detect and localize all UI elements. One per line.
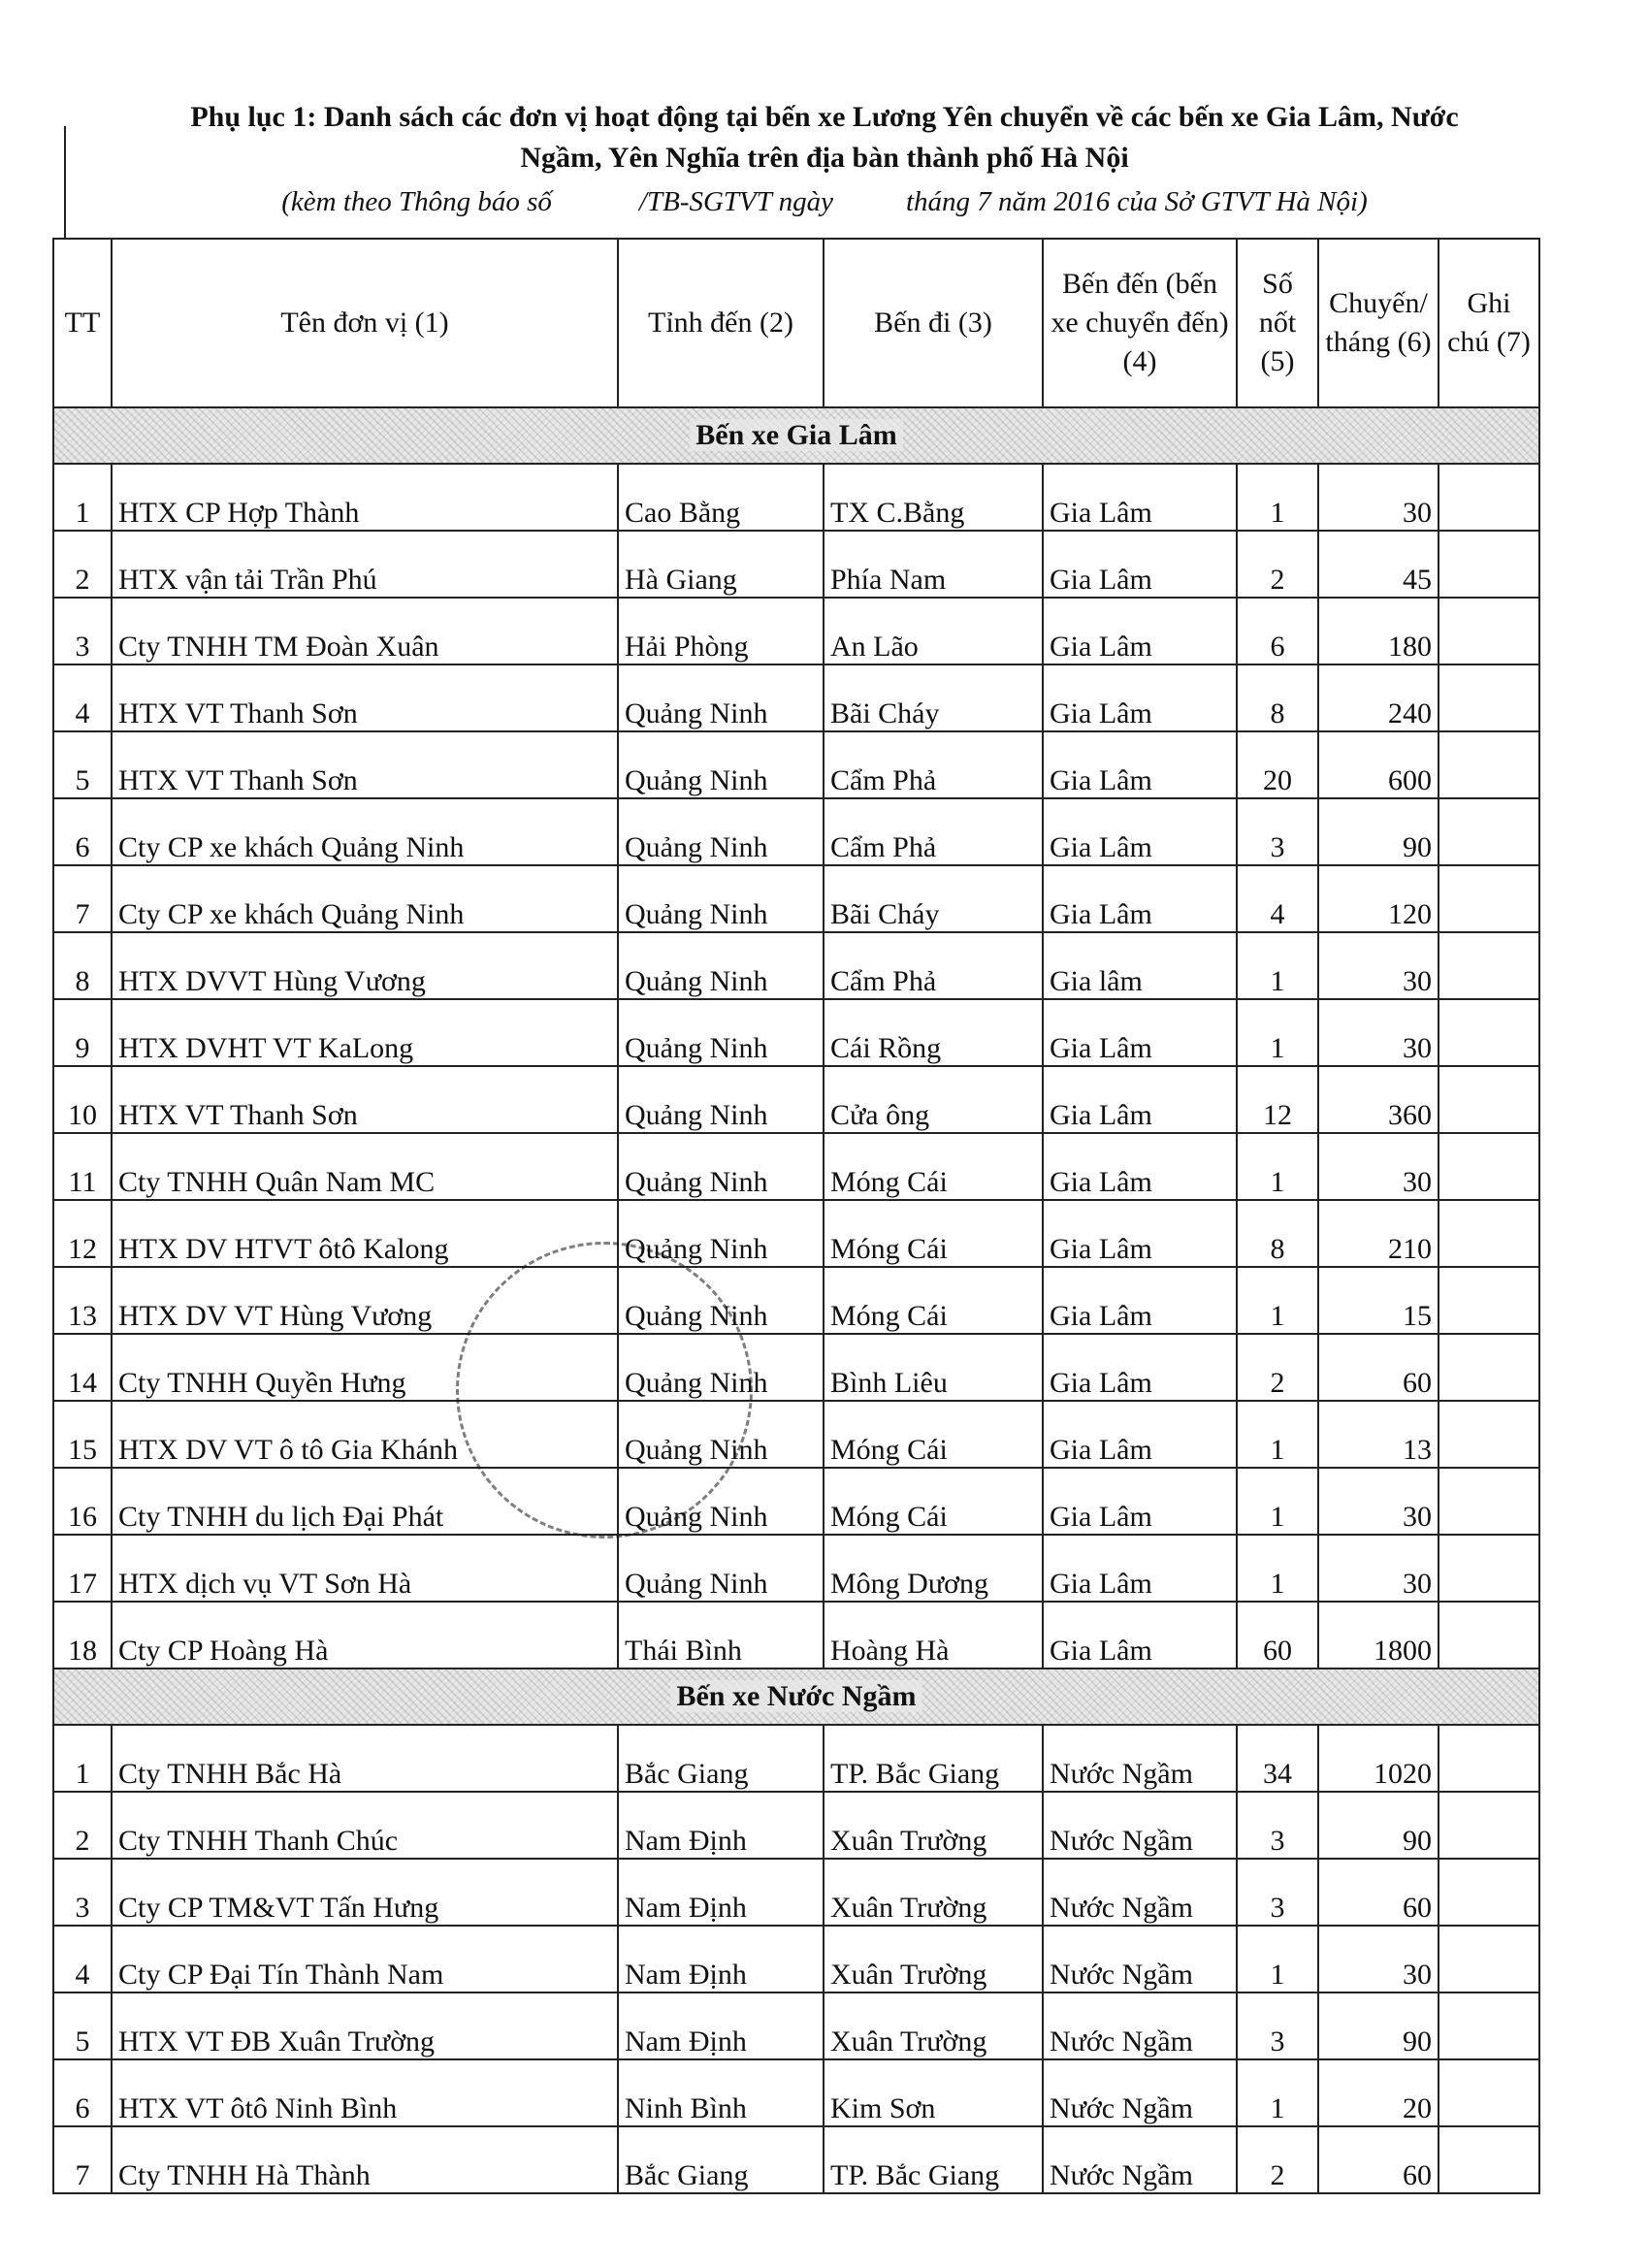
cell-nodes: 3 — [1237, 1993, 1318, 2059]
cell-trips: 60 — [1318, 1334, 1439, 1401]
cell-to-station: Gia lâm — [1043, 932, 1237, 999]
cell-province: Quảng Ninh — [618, 731, 824, 798]
cell-nodes: 3 — [1237, 1859, 1318, 1926]
cell-province: Quảng Ninh — [618, 865, 824, 932]
cell-note — [1439, 865, 1539, 932]
cell-from-station: Phía Nam — [824, 531, 1043, 598]
cell-tt: 13 — [53, 1267, 112, 1334]
table-row — [53, 1468, 1539, 1535]
section-title-cell — [53, 407, 1539, 464]
cell-note — [1439, 598, 1539, 664]
table-body — [53, 407, 1539, 2193]
cell-trips: 90 — [1318, 798, 1439, 865]
cell-to-station: Gia Lâm — [1043, 865, 1237, 932]
cell-from-station: Móng Cái — [824, 1200, 1043, 1267]
cell-tt: 17 — [53, 1535, 112, 1602]
table-row — [53, 531, 1539, 598]
section-row — [53, 1669, 1539, 1725]
cell-note — [1439, 1066, 1539, 1133]
cell-province: Nam Định — [618, 1792, 824, 1859]
cell-note — [1439, 1859, 1539, 1926]
cell-tt: 4 — [53, 664, 112, 731]
cell-nodes: 12 — [1237, 1066, 1318, 1133]
cell-tt: 12 — [53, 1200, 112, 1267]
cell-to-station: Gia Lâm — [1043, 1200, 1237, 1267]
cell-nodes: 4 — [1237, 865, 1318, 932]
table-row — [53, 464, 1539, 531]
cell-tt: 3 — [53, 598, 112, 664]
document-header — [68, 97, 1581, 221]
cell-from-station: Móng Cái — [824, 1468, 1043, 1535]
cell-note — [1439, 1926, 1539, 1993]
cell-from-station: An Lão — [824, 598, 1043, 664]
cell-to-station: Gia Lâm — [1043, 1267, 1237, 1334]
cell-unit-name: Cty TNHH du lịch Đại Phát — [112, 1468, 618, 1535]
cell-trips: 30 — [1318, 1468, 1439, 1535]
cell-from-station: TX C.Bằng — [824, 464, 1043, 531]
cell-to-station: Nước Ngầm — [1043, 1993, 1237, 2059]
cell-trips: 30 — [1318, 1926, 1439, 1993]
cell-note — [1439, 2126, 1539, 2193]
cell-note — [1439, 1535, 1539, 1602]
cell-note — [1439, 2059, 1539, 2126]
cell-tt: 1 — [53, 1725, 112, 1792]
cell-to-station: Gia Lâm — [1043, 598, 1237, 664]
cell-trips: 30 — [1318, 1133, 1439, 1200]
cell-province: Quảng Ninh — [618, 1267, 824, 1334]
cell-province: Quảng Ninh — [618, 1066, 824, 1133]
cell-unit-name: Cty TNHH Thanh Chúc — [112, 1792, 618, 1859]
cell-from-station: Bãi Cháy — [824, 664, 1043, 731]
cell-to-station: Gia Lâm — [1043, 1535, 1237, 1602]
cell-nodes: 1 — [1237, 1468, 1318, 1535]
cell-to-station: Gia Lâm — [1043, 464, 1237, 531]
cell-tt: 8 — [53, 932, 112, 999]
cell-unit-name: Cty CP Hoàng Hà — [112, 1602, 618, 1669]
cell-unit-name: HTX CP Hợp Thành — [112, 464, 618, 531]
cell-tt: 1 — [53, 464, 112, 531]
cell-from-station: Cẩm Phả — [824, 798, 1043, 865]
cell-tt: 16 — [53, 1468, 112, 1535]
cell-unit-name: Cty CP TM&VT Tấn Hưng — [112, 1859, 618, 1926]
subtitle-part-3: tháng 7 năm 2016 của Sở GTVT Hà Nội) — [906, 186, 1368, 217]
cell-tt: 11 — [53, 1133, 112, 1200]
cell-unit-name: HTX VT Thanh Sơn — [112, 731, 618, 798]
cell-from-station: Bình Liêu — [824, 1334, 1043, 1401]
cell-to-station: Gia Lâm — [1043, 531, 1237, 598]
cell-tt: 6 — [53, 798, 112, 865]
cell-note — [1439, 1200, 1539, 1267]
cell-from-station: Cẩm Phả — [824, 932, 1043, 999]
section-title-cell — [53, 1669, 1539, 1725]
cell-province: Quảng Ninh — [618, 1535, 824, 1602]
cell-tt: 5 — [53, 731, 112, 798]
cell-nodes: 2 — [1237, 531, 1318, 598]
col-header-trips: Chuyến/ tháng (6) — [1318, 239, 1439, 407]
table-row — [53, 2126, 1539, 2193]
cell-unit-name: Cty TNHH Quân Nam MC — [112, 1133, 618, 1200]
cell-unit-name: HTX dịch vụ VT Sơn Hà — [112, 1535, 618, 1602]
title-line-2: Ngầm, Yên Nghĩa trên địa bàn thành phố Hà Nội — [520, 142, 1129, 174]
document-subtitle — [68, 182, 1581, 221]
cell-province: Bắc Giang — [618, 2126, 824, 2193]
cell-trips: 30 — [1318, 464, 1439, 531]
cell-province: Nam Định — [618, 1993, 824, 2059]
cell-province: Quảng Ninh — [618, 1200, 824, 1267]
cell-trips: 60 — [1318, 1859, 1439, 1926]
cell-trips: 180 — [1318, 598, 1439, 664]
cell-from-station: Xuân Trường — [824, 1926, 1043, 1993]
cell-note — [1439, 1267, 1539, 1334]
cell-tt: 4 — [53, 1926, 112, 1993]
cell-note — [1439, 1792, 1539, 1859]
cell-nodes: 20 — [1237, 731, 1318, 798]
cell-note — [1439, 1133, 1539, 1200]
cell-province: Thái Bình — [618, 1602, 824, 1669]
cell-unit-name: HTX VT ôtô Ninh Bình — [112, 2059, 618, 2126]
cell-trips: 15 — [1318, 1267, 1439, 1334]
cell-unit-name: HTX DV VT ô tô Gia Khánh — [112, 1401, 618, 1468]
cell-tt: 14 — [53, 1334, 112, 1401]
cell-nodes: 1 — [1237, 932, 1318, 999]
cell-tt: 5 — [53, 1993, 112, 2059]
cell-nodes: 1 — [1237, 1133, 1318, 1200]
units-table — [52, 238, 1540, 2194]
cell-trips: 60 — [1318, 2126, 1439, 2193]
table-row — [53, 1926, 1539, 1993]
cell-to-station: Gia Lâm — [1043, 731, 1237, 798]
cell-trips: 20 — [1318, 2059, 1439, 2126]
cell-tt: 2 — [53, 1792, 112, 1859]
table-row — [53, 1133, 1539, 1200]
cell-trips: 30 — [1318, 999, 1439, 1066]
cell-tt: 3 — [53, 1859, 112, 1926]
cell-trips: 90 — [1318, 1792, 1439, 1859]
cell-nodes: 60 — [1237, 1602, 1318, 1669]
table-header-row — [53, 239, 1539, 407]
col-header-note: Ghi chú (7) — [1439, 239, 1539, 407]
cell-to-station: Nước Ngầm — [1043, 1859, 1237, 1926]
cell-from-station: Cẩm Phả — [824, 731, 1043, 798]
col-header-to: Bến đến (bến xe chuyển đến) (4) — [1043, 239, 1237, 407]
table-row — [53, 999, 1539, 1066]
cell-trips: 30 — [1318, 1535, 1439, 1602]
cell-unit-name: Cty TNHH TM Đoàn Xuân — [112, 598, 618, 664]
cell-unit-name: Cty TNHH Quyền Hưng — [112, 1334, 618, 1401]
cell-unit-name: Cty TNHH Hà Thành — [112, 2126, 618, 2193]
cell-unit-name: HTX VT Thanh Sơn — [112, 1066, 618, 1133]
cell-note — [1439, 1468, 1539, 1535]
cell-nodes: 34 — [1237, 1725, 1318, 1792]
cell-note — [1439, 664, 1539, 731]
table-row — [53, 1535, 1539, 1602]
cell-province: Hải Phòng — [618, 598, 824, 664]
document-title — [68, 97, 1581, 178]
col-header-tt: TT — [53, 239, 112, 407]
cell-to-station: Gia Lâm — [1043, 1334, 1237, 1401]
table-row — [53, 1602, 1539, 1669]
cell-note — [1439, 798, 1539, 865]
cell-nodes: 1 — [1237, 1401, 1318, 1468]
cell-nodes: 2 — [1237, 2126, 1318, 2193]
cell-province: Quảng Ninh — [618, 664, 824, 731]
cell-trips: 360 — [1318, 1066, 1439, 1133]
cell-note — [1439, 932, 1539, 999]
cell-to-station: Gia Lâm — [1043, 798, 1237, 865]
cell-trips: 210 — [1318, 1200, 1439, 1267]
cell-nodes: 1 — [1237, 464, 1318, 531]
cell-nodes: 3 — [1237, 1792, 1318, 1859]
cell-tt: 10 — [53, 1066, 112, 1133]
section-title: Bến xe Gia Lâm — [690, 419, 903, 451]
cell-note — [1439, 531, 1539, 598]
table-row — [53, 1792, 1539, 1859]
col-header-nodes: Số nốt (5) — [1237, 239, 1318, 407]
table-row — [53, 598, 1539, 664]
cell-from-station: Móng Cái — [824, 1267, 1043, 1334]
cell-to-station: Nước Ngầm — [1043, 1792, 1237, 1859]
cell-to-station: Gia Lâm — [1043, 1602, 1237, 1669]
cell-to-station: Gia Lâm — [1043, 1133, 1237, 1200]
cell-tt: 9 — [53, 999, 112, 1066]
cell-nodes: 3 — [1237, 798, 1318, 865]
cell-from-station: Hoàng Hà — [824, 1602, 1043, 1669]
cell-province: Cao Bằng — [618, 464, 824, 531]
cell-province: Quảng Ninh — [618, 1468, 824, 1535]
table-row — [53, 1725, 1539, 1792]
cell-to-station: Gia Lâm — [1043, 1066, 1237, 1133]
cell-to-station: Nước Ngầm — [1043, 2059, 1237, 2126]
cell-unit-name: HTX VT ĐB Xuân Trường — [112, 1993, 618, 2059]
cell-nodes: 1 — [1237, 1535, 1318, 1602]
table-row — [53, 664, 1539, 731]
cell-nodes: 8 — [1237, 664, 1318, 731]
cell-note — [1439, 464, 1539, 531]
cell-unit-name: HTX VT Thanh Sơn — [112, 664, 618, 731]
cell-nodes: 1 — [1237, 2059, 1318, 2126]
cell-province: Nam Định — [618, 1926, 824, 1993]
cell-note — [1439, 1401, 1539, 1468]
cell-nodes: 6 — [1237, 598, 1318, 664]
cell-province: Ninh Bình — [618, 2059, 824, 2126]
cell-tt: 2 — [53, 531, 112, 598]
cell-province: Bắc Giang — [618, 1725, 824, 1792]
cell-from-station: TP. Bắc Giang — [824, 2126, 1043, 2193]
cell-tt: 7 — [53, 2126, 112, 2193]
cell-nodes: 1 — [1237, 999, 1318, 1066]
cell-province: Quảng Ninh — [618, 1133, 824, 1200]
cell-tt: 7 — [53, 865, 112, 932]
table-row — [53, 731, 1539, 798]
title-line-1: Phụ lục 1: Danh sách các đơn vị hoạt động tại bến xe Lương Yên chuyển về các bến xe Gia Lâm, Nước — [190, 101, 1459, 133]
subtitle-part-1: (kèm theo Thông báo số — [281, 186, 552, 217]
cell-note — [1439, 999, 1539, 1066]
cell-to-station: Nước Ngầm — [1043, 1725, 1237, 1792]
cell-note — [1439, 1725, 1539, 1792]
cell-unit-name: HTX DV VT Hùng Vương — [112, 1267, 618, 1334]
cell-to-station: Nước Ngầm — [1043, 2126, 1237, 2193]
cell-to-station: Gia Lâm — [1043, 1468, 1237, 1535]
cell-to-station: Gia Lâm — [1043, 999, 1237, 1066]
cell-unit-name: Cty CP xe khách Quảng Ninh — [112, 865, 618, 932]
cell-to-station: Gia Lâm — [1043, 1401, 1237, 1468]
table-row — [53, 1267, 1539, 1334]
cell-note — [1439, 1993, 1539, 2059]
cell-from-station: Kim Sơn — [824, 2059, 1043, 2126]
cell-note — [1439, 1602, 1539, 1669]
table-row — [53, 1401, 1539, 1468]
cell-from-station: Cửa ông — [824, 1066, 1043, 1133]
cell-unit-name: Cty CP Đại Tín Thành Nam — [112, 1926, 618, 1993]
cell-nodes: 1 — [1237, 1267, 1318, 1334]
cell-unit-name: HTX DV HTVT ôtô Kalong — [112, 1200, 618, 1267]
cell-trips: 600 — [1318, 731, 1439, 798]
cell-trips: 45 — [1318, 531, 1439, 598]
cell-unit-name: Cty TNHH Bắc Hà — [112, 1725, 618, 1792]
seal-stamp — [456, 1242, 753, 1539]
table-row — [53, 1993, 1539, 2059]
cell-province: Quảng Ninh — [618, 1334, 824, 1401]
table-row — [53, 932, 1539, 999]
cell-trips: 13 — [1318, 1401, 1439, 1468]
table-row — [53, 1066, 1539, 1133]
subtitle-part-2: /TB-SGTVT ngày — [638, 186, 833, 217]
cell-from-station: Cái Rồng — [824, 999, 1043, 1066]
col-header-from: Bến đi (3) — [824, 239, 1043, 407]
cell-from-station: TP. Bắc Giang — [824, 1725, 1043, 1792]
cell-from-station: Móng Cái — [824, 1133, 1043, 1200]
cell-to-station: Gia Lâm — [1043, 664, 1237, 731]
cell-nodes: 2 — [1237, 1334, 1318, 1401]
cell-from-station: Xuân Trường — [824, 1993, 1043, 2059]
cell-note — [1439, 1334, 1539, 1401]
cell-from-station: Móng Cái — [824, 1401, 1043, 1468]
cell-province: Quảng Ninh — [618, 932, 824, 999]
table-row — [53, 865, 1539, 932]
cell-province: Hà Giang — [618, 531, 824, 598]
margin-line — [64, 126, 66, 238]
table-row — [53, 1859, 1539, 1926]
table-row — [53, 798, 1539, 865]
cell-province: Quảng Ninh — [618, 798, 824, 865]
cell-trips: 1020 — [1318, 1725, 1439, 1792]
cell-from-station: Xuân Trường — [824, 1859, 1043, 1926]
cell-trips: 240 — [1318, 664, 1439, 731]
cell-note — [1439, 731, 1539, 798]
cell-tt: 6 — [53, 2059, 112, 2126]
cell-tt: 18 — [53, 1602, 112, 1669]
cell-tt: 15 — [53, 1401, 112, 1468]
col-header-province: Tỉnh đến (2) — [618, 239, 824, 407]
cell-unit-name: HTX vận tải Trần Phú — [112, 531, 618, 598]
cell-to-station: Nước Ngầm — [1043, 1926, 1237, 1993]
cell-province: Quảng Ninh — [618, 999, 824, 1066]
section-row — [53, 407, 1539, 464]
cell-province: Quảng Ninh — [618, 1401, 824, 1468]
cell-province: Nam Định — [618, 1859, 824, 1926]
cell-from-station: Bãi Cháy — [824, 865, 1043, 932]
cell-trips: 90 — [1318, 1993, 1439, 2059]
cell-trips: 1800 — [1318, 1602, 1439, 1669]
cell-from-station: Mông Dương — [824, 1535, 1043, 1602]
cell-nodes: 8 — [1237, 1200, 1318, 1267]
cell-trips: 30 — [1318, 932, 1439, 999]
cell-unit-name: HTX DVVT Hùng Vương — [112, 932, 618, 999]
table-row — [53, 1334, 1539, 1401]
cell-unit-name: Cty CP xe khách Quảng Ninh — [112, 798, 618, 865]
table-row — [53, 2059, 1539, 2126]
cell-trips: 120 — [1318, 865, 1439, 932]
cell-unit-name: HTX DVHT VT KaLong — [112, 999, 618, 1066]
col-header-name: Tên đơn vị (1) — [112, 239, 618, 407]
cell-from-station: Xuân Trường — [824, 1792, 1043, 1859]
section-title: Bến xe Nước Ngầm — [670, 1680, 922, 1712]
table-row — [53, 1200, 1539, 1267]
cell-nodes: 1 — [1237, 1926, 1318, 1993]
